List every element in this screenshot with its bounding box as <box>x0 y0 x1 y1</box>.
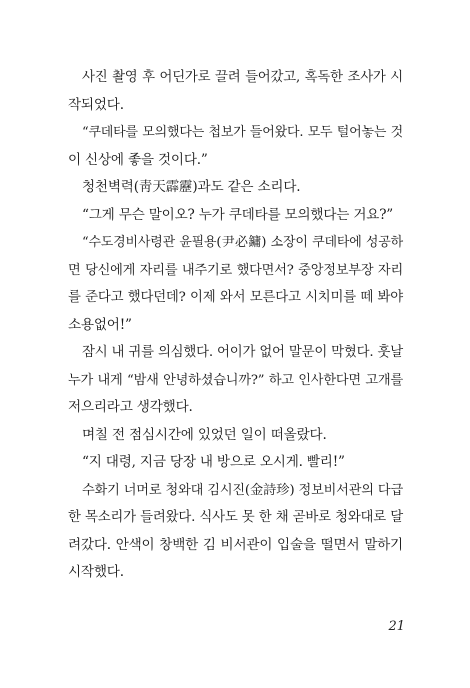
text-line: 소용없어!” <box>68 316 132 333</box>
text-line: 청천벽력(靑天霹靂)과도 같은 소리다. <box>82 179 301 195</box>
page-number: 21 <box>388 619 405 634</box>
text-line: 이 신상에 좋을 것이다.” <box>68 151 208 168</box>
text-line: 려갔다. 안색이 창백한 김 비서관이 입술을 떨면서 말하기 <box>68 536 403 553</box>
text-line: 저으리라고 생각했다. <box>68 399 193 415</box>
text-line: “그게 무슨 말이오? 누가 쿠데타를 모의했다는 거요?” <box>82 206 394 223</box>
text-line: 한 목소리가 들려왔다. 식사도 못 한 채 곧바로 청와대로 달 <box>68 510 403 525</box>
text-line: 누가 내게 “밤새 안녕하셨습니까?” 하고 인사한다면 고개를 <box>68 372 403 388</box>
text-line: “수도경비사령관 윤필용(尹必鏞) 소장이 쿠데타에 성공하 <box>82 235 403 250</box>
text-line: 사진 촬영 후 어딘가로 끌려 들어갔고, 혹독한 조사가 시 <box>82 70 403 85</box>
text-line: 수화기 너머로 청와대 김시진(金詩珍) 정보비서관의 다급 <box>82 482 403 498</box>
text-line: 면 당신에게 자리를 내주기로 했다면서? 중앙정보부장 자리 <box>68 262 403 278</box>
text-line: 잠시 내 귀를 의심했다. 어이가 없어 말문이 막혔다. 훗날 <box>82 345 403 360</box>
text-line: “쿠데타를 모의했다는 첩보가 들어왔다. 모두 털어놓는 것 <box>82 125 403 140</box>
text-line: “지 대령, 지금 당장 내 방으로 오시게. 빨리!” <box>82 454 345 470</box>
text-line: 며칠 전 점심시간에 있었던 일이 떠올랐다. <box>82 426 327 443</box>
text-line: 를 준다고 했다던데? 이제 와서 모른다고 시치미를 떼 봐야 <box>68 290 403 305</box>
text-line: 작되었다. <box>68 96 124 113</box>
text-line: 시작했다. <box>68 564 124 580</box>
body-text <box>68 64 403 587</box>
